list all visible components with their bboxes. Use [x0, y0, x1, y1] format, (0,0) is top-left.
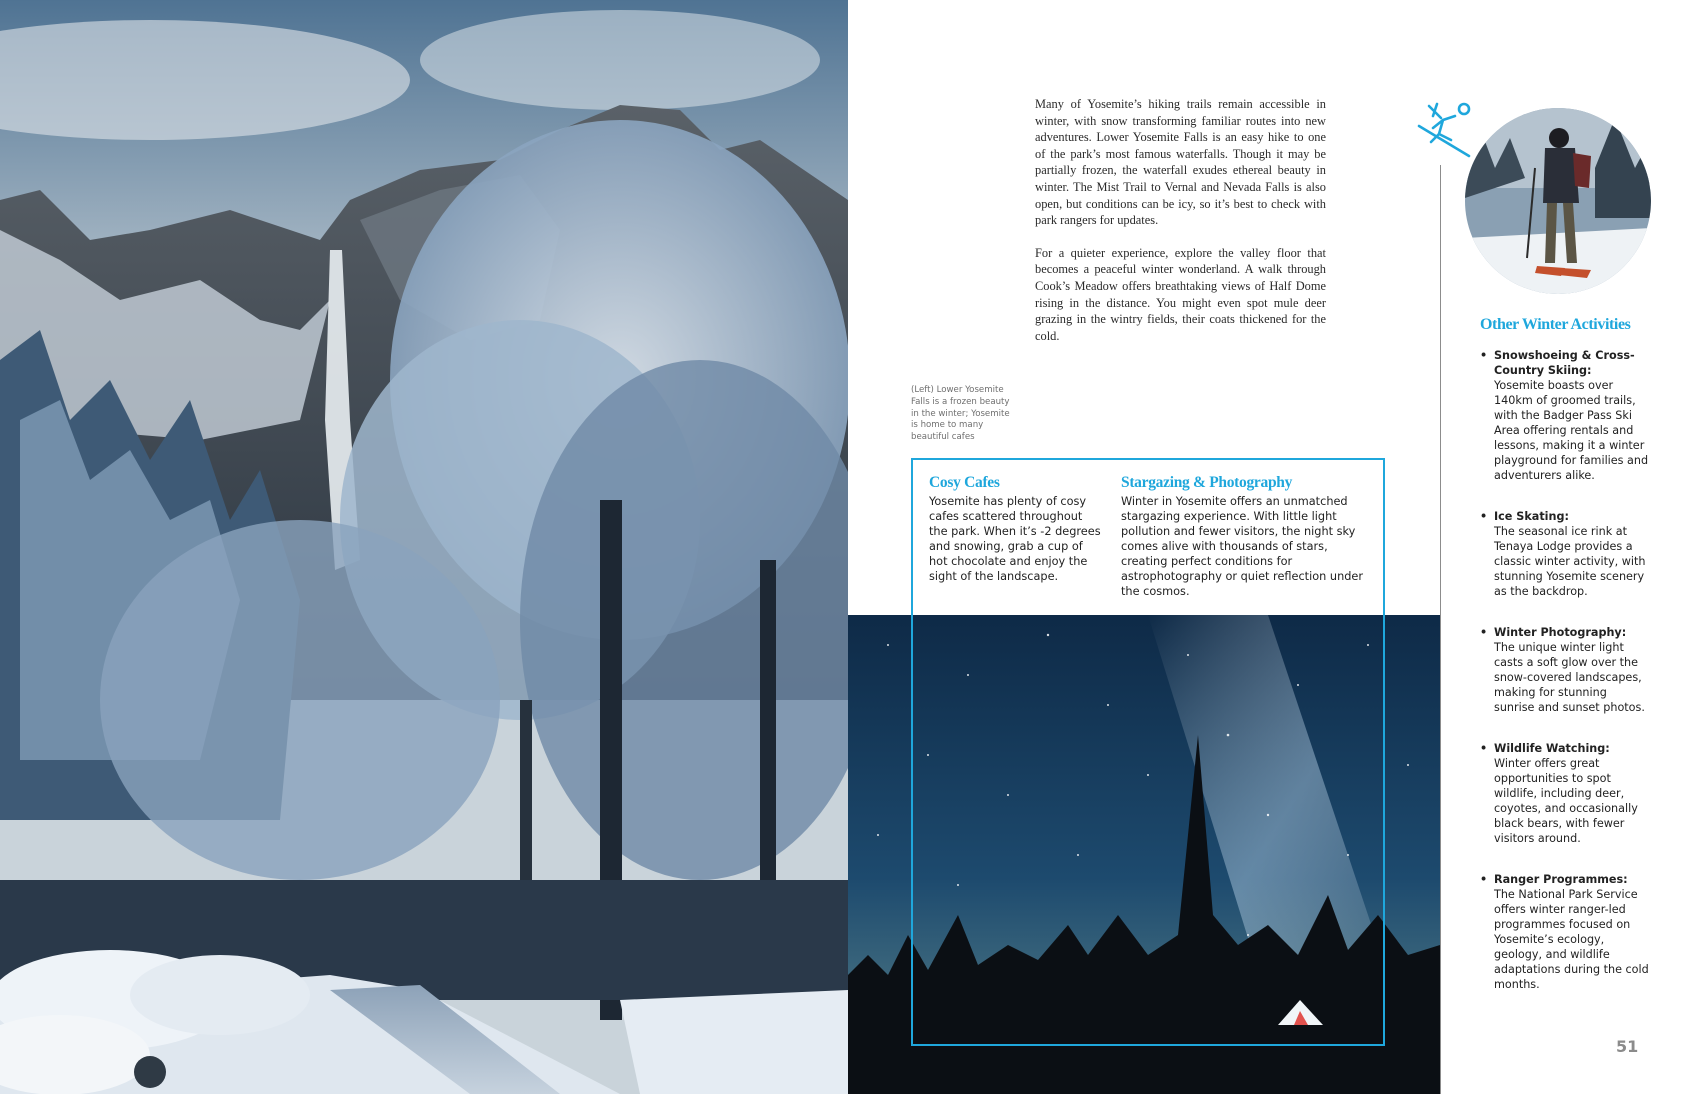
activity-desc: The seasonal ice rink at Tenaya Lodge provides a classic winter activity, with stunning Yosemite scenery as the backdrop.: [1494, 525, 1646, 598]
page-number: 51: [1616, 1037, 1639, 1056]
cosy-cafes-title: Cosy Cafes: [929, 474, 1000, 491]
activity-item: [1480, 625, 1650, 715]
photo-caption: (Left) Lower Yosemite Falls is a frozen beauty in the winter; Yosemite is home to many beautiful cafes: [911, 385, 1010, 443]
stargazing-title: Stargazing & Photography: [1121, 474, 1293, 491]
stargazing-text: Winter in Yosemite offers an unmatched stargazing experience. With little light pollution and fewer visitors, the night sky comes alive with thousands of stars, creating perfect conditions for astrophotography or quiet reflection under the cosmos.: [1121, 495, 1364, 598]
column-divider: [1440, 165, 1441, 1094]
activity-name: Snowshoeing & Cross-Country Skiing:: [1494, 349, 1635, 377]
activity-item: [1480, 509, 1650, 599]
activity-desc: Yosemite boasts over 140km of groomed trails, with the Badger Pass Ski Area offering rentals and lessons, making it a winter playground for families and adventurers alike.: [1494, 379, 1649, 482]
skier-icon: [1411, 98, 1477, 164]
activity-desc: The National Park Service offers winter ranger-led programmes focused on Yosemite’s ecology, geology, and wildlife adaptations during the cold months.: [1494, 888, 1649, 991]
snowshoe-hiker-photo: [1465, 108, 1651, 294]
bullet-icon: •: [1480, 510, 1488, 523]
bullet-icon: •: [1480, 349, 1488, 362]
activity-item: [1480, 872, 1650, 992]
bullet-icon: •: [1480, 873, 1488, 886]
intro-paragraph: Many of Yosemite’s hiking trails remain accessible in winter, with snow transforming familiar routes into new adventures. Lower Yosemite Falls is an easy hike to one of the park’s most famous waterfalls. Though it may be partially frozen, the waterfall exudes ethereal beauty in winter. The Mist Trail to Vernal and Nevada Falls is also open, but conditions can be icy, so it’s best to check with park rangers for updates.: [1035, 97, 1326, 228]
sidebar-title: Other Winter Activities: [1480, 316, 1631, 333]
other-activities-sidebar: [1480, 316, 1650, 1018]
activity-desc: Winter offers great opportunities to spot wildlife, including deer, coyotes, and occasionally black bears, with fewer visitors around.: [1494, 757, 1638, 845]
intro-text: [1035, 96, 1326, 360]
activity-name: Wildlife Watching:: [1494, 742, 1610, 755]
activity-desc: The unique winter light casts a soft glow over the snow-covered landscapes, making for stunning sunrise and sunset photos.: [1494, 641, 1645, 714]
snowshoe-hiker-illustration: [1465, 108, 1651, 294]
activity-name: Winter Photography:: [1494, 626, 1627, 639]
bullet-icon: •: [1480, 742, 1488, 755]
activity-name: Ranger Programmes:: [1494, 873, 1628, 886]
intro-paragraph: For a quieter experience, explore the valley floor that becomes a peaceful winter wonderland. A walk through Cook’s Meadow offers breathtaking views of Half Dome rising in the distance. You might even spot mule deer grazing in the wintry fields, their coats thickened for the cold.: [1035, 245, 1326, 343]
right-page: [848, 0, 1695, 1094]
cosy-cafes-section: [929, 474, 1104, 584]
cosy-cafes-text: Yosemite has plenty of cosy cafes scattered throughout the park. When it’s -2 degrees and snowing, grab a cup of hot chocolate and enjoy the sight of the landscape.: [929, 495, 1101, 583]
features-box: [911, 458, 1385, 1046]
activity-name: Ice Skating:: [1494, 510, 1569, 523]
bullet-icon: •: [1480, 626, 1488, 639]
activity-item: [1480, 741, 1650, 846]
stargazing-section: [1121, 474, 1376, 599]
activity-item: [1480, 348, 1650, 483]
